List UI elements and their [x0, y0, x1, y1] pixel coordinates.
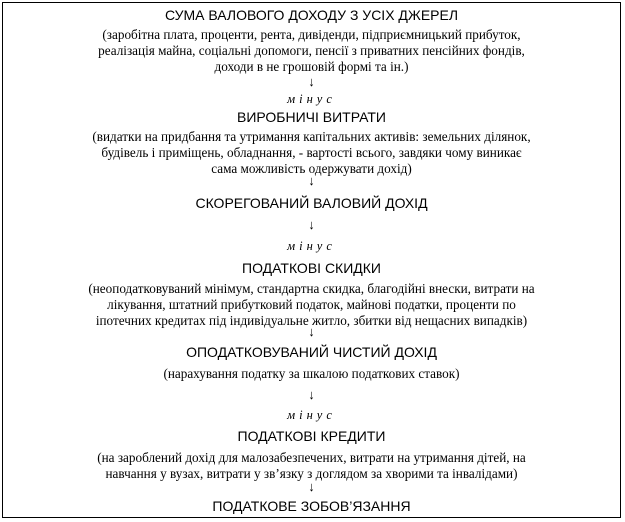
down-arrow-icon: ↓	[308, 74, 315, 89]
tax-credits-title: ПОДАТКОВІ КРЕДИТИ	[237, 428, 386, 444]
down-arrow-icon: ↓	[308, 387, 315, 402]
production-costs-desc-line-3: сама можливість одержувати дохід)	[211, 161, 412, 176]
tax-credits-desc-line-1: (на зароблений дохід для малозабезпечених, витрати на утримання дітей, на	[97, 450, 526, 465]
minus-operator-label: мінус	[287, 239, 336, 253]
adjusted-gross-income-title: СКОРЕГОВАНИЙ ВАЛОВИЙ ДОХІД	[195, 195, 428, 211]
production-costs-desc-line-2: будівель і приміщень, обладнання, - вартості всього, завдяки чому виникає	[101, 145, 522, 160]
minus-operator-label: мінус	[287, 92, 336, 106]
gross-income-desc-line-2: реалізація майна, соціальні допомоги, пенсії з приватних пенсійних фондів,	[98, 43, 525, 58]
tax-deductions-desc-line-3: іпотечних кредитах під індивідуальне житло, збитки від нещасних випадків)	[95, 313, 528, 328]
tax-liability-title: ПОДАТКОВЕ ЗОБОВ’ЯЗАННЯ	[212, 498, 411, 514]
production-costs-desc-line-1: (видатки на придбання та утримання капітальних активів: земельних ділянок,	[92, 129, 531, 144]
tax-deductions-desc-line-2: лікування, штатний прибутковий податок, майнові податки, проценти по	[107, 297, 516, 312]
gross-income-title: СУМА ВАЛОВОГО ДОХОДУ З УСІХ ДЖЕРЕЛ	[164, 7, 459, 23]
tax-deductions-desc-line-1: (неоподатковуваний мінімум, стандартна скидка, благодійні внески, витрати на	[88, 281, 535, 296]
down-arrow-icon: ↓	[308, 324, 315, 339]
production-costs-title: ВИРОБНИЧІ ВИТРАТИ	[236, 109, 386, 125]
gross-income-desc-line-1: (заробітна плата, проценти, рента, дивіденди, підприємницький прибуток,	[102, 27, 521, 42]
taxable-net-income-desc-line-1: (нарахування податку за шкалою податкових ставок)	[163, 366, 460, 381]
gross-income-desc-line-3: доходи в не грошовій формі та ін.)	[214, 59, 409, 74]
tax-deductions-title: ПОДАТКОВІ СКИДКИ	[242, 260, 381, 276]
minus-operator-label: мінус	[287, 408, 336, 422]
down-arrow-icon: ↓	[308, 479, 315, 494]
tax-credits-desc-line-2: навчання у вузах, витрати у зв’язку з доглядом за хворими та інвалідами)	[105, 466, 518, 481]
taxable-net-income-title: ОПОДАТКОВУВАНИЙ ЧИСТИЙ ДОХІД	[186, 344, 437, 360]
tax-liability-flow-diagram	[2, 2, 621, 518]
down-arrow-icon: ↓	[308, 217, 315, 232]
down-arrow-icon: ↓	[308, 173, 315, 188]
